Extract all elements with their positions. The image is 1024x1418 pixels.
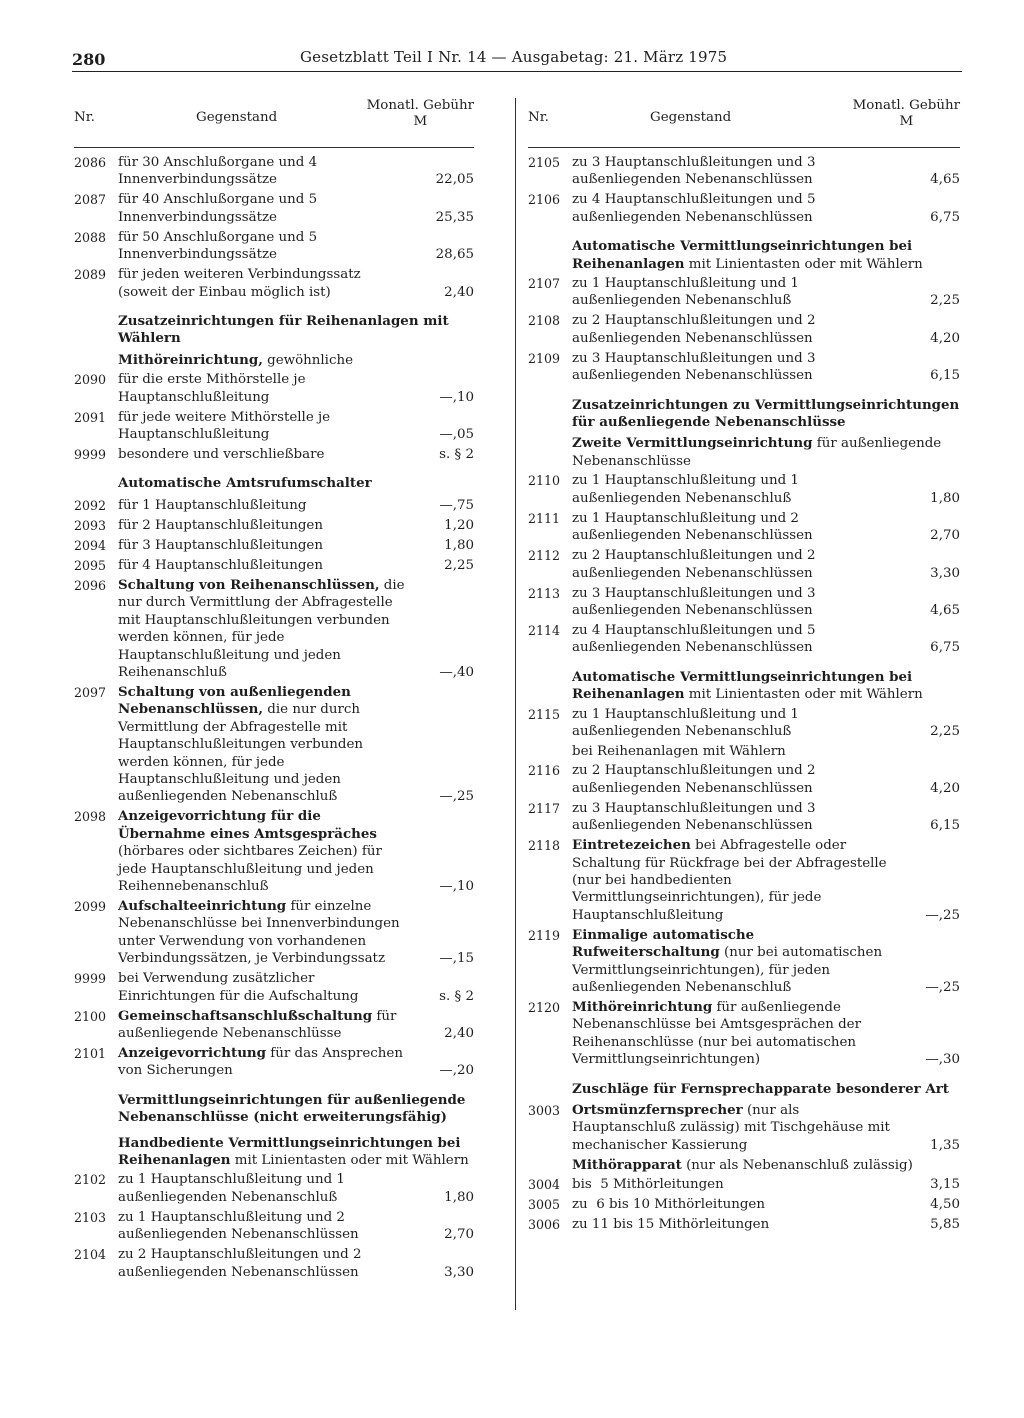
tariff-row: [74, 808, 474, 895]
item-fee: 2,25: [930, 293, 960, 309]
item-text: zu 1 Hauptanschlußleitung und 2 außenliegenden Nebenanschlüssen: [572, 510, 813, 544]
item-text-rest: für außenliegende Nebenanschlüsse: [118, 1008, 397, 1041]
item-text: zu 1 Hauptanschlußleitung und 1 außenliegenden Nebenanschluß: [572, 473, 799, 506]
tariff-row: [74, 229, 474, 264]
subsection-heading: [118, 352, 474, 369]
header-rule: [72, 71, 962, 72]
item-text: zu 6 bis 10 Mithörleitungen: [572, 1197, 765, 1213]
item-number: 2098: [74, 809, 107, 825]
item-fee: 4,65: [930, 172, 960, 188]
item-fee: 6,75: [930, 209, 960, 225]
table-header: [528, 98, 960, 154]
item-number: 2099: [74, 898, 107, 914]
item-number: 2116: [528, 763, 561, 779]
item-number: 2086: [74, 155, 107, 170]
header-gebuehr-label: Monatl. Gebühr: [366, 98, 474, 113]
subsection-bold: Zweite Vermittlungseinrichtung: [572, 435, 813, 452]
item-fee: 4,20: [930, 330, 960, 346]
running-title: Gesetzblatt Teil I Nr. 14 — Ausgabetag: 21. März 1975: [300, 48, 728, 66]
item-fee: —,20: [439, 1063, 474, 1079]
item-fee: 1,80: [444, 537, 474, 553]
item-number: 2097: [74, 684, 107, 700]
tariff-row: [74, 191, 474, 226]
item-number: 3006: [528, 1217, 561, 1233]
tariff-row: [528, 312, 960, 347]
right-column: [528, 98, 960, 1236]
tariff-row: [528, 762, 960, 797]
item-text-bold: Einmalige automatische Rufweiterschaltung: [572, 926, 755, 961]
item-number: 9999: [74, 447, 107, 463]
item-text: [572, 927, 904, 997]
item-fee: 6,15: [930, 818, 960, 834]
section-heading: Zusatzeinrichtungen zu Vermittlungseinrichtungen für außenliegende Nebenanschlüsse: [572, 396, 960, 431]
subsection-heading: [118, 1135, 474, 1170]
item-text: für jeden weiteren Verbindungssatz (soweit der Einbau möglich ist): [118, 267, 361, 300]
item-text-bold: Gemeinschaftsanschlußschaltung: [118, 1007, 373, 1024]
item-text: zu 2 Hauptanschlußleitungen und 2 außenliegenden Nebenanschlüssen: [572, 763, 816, 796]
item-text-rest: (nur als Hauptanschluß zulässig) mit Tischgehäuse mit mechanischer Kassierung: [572, 1103, 890, 1153]
item-fee: —,15: [439, 951, 474, 967]
item-text: [118, 684, 418, 806]
item-text: für 1 Hauptanschlußleitung: [118, 497, 307, 513]
tariff-row: [528, 1102, 960, 1154]
item-number: 2111: [528, 510, 561, 526]
page-number: 280: [72, 50, 106, 69]
item-text-rest: für einzelne Nebenanschlüsse bei Innenverbindungen unter Verwendung von vorhandenen Verbindungssätzen, je Verbindungssatz: [118, 898, 400, 967]
item-text: für 4 Hauptanschlußleitungen: [118, 557, 323, 573]
tariff-row: [528, 350, 960, 385]
item-number: 2100: [74, 1008, 107, 1024]
tariff-row: [74, 577, 474, 681]
item-fee: 6,75: [930, 640, 960, 656]
tariff-row: [74, 517, 474, 534]
item-fee: —,25: [439, 789, 474, 805]
item-fee: 3,30: [444, 1264, 474, 1280]
tariff-row: [74, 537, 474, 554]
item-text-bold: Eintretezeichen: [572, 837, 691, 854]
subsection-rest: mit Linientasten oder mit Wählern: [230, 1153, 469, 1169]
item-number: 2109: [528, 350, 561, 366]
header-gebuehr: [367, 98, 474, 130]
item-text: für 3 Hauptanschlußleitungen: [118, 537, 323, 553]
tariff-row: [528, 585, 960, 620]
header-gebuehr: [853, 98, 960, 130]
item-fee: 3,15: [930, 1177, 960, 1193]
item-text: zu 1 Hauptanschlußleitung und 1 außenliegenden Nebenanschluß: [118, 1172, 345, 1205]
item-text-bold: Mithöreinrichtung: [572, 999, 713, 1015]
tariff-row: [74, 557, 474, 574]
item-number: 2104: [74, 1247, 107, 1263]
item-fee: 2,25: [444, 557, 474, 573]
subsection-heading: [572, 1157, 960, 1174]
item-number: 2105: [528, 155, 561, 170]
item-text-bold: Anzeigevorrichtung: [118, 1045, 267, 1061]
item-number: 2093: [74, 517, 107, 533]
item-number: 2090: [74, 372, 107, 388]
item-number: 3005: [528, 1197, 561, 1213]
section-heading: Automatische Amtsrufumschalter: [118, 475, 372, 492]
tariff-row: [528, 927, 960, 997]
item-number: 2113: [528, 585, 561, 601]
item-number: 2119: [528, 927, 561, 943]
item-number: 2096: [74, 577, 107, 593]
tariff-row: [74, 1171, 474, 1206]
item-number: 3004: [528, 1177, 561, 1193]
item-number: 2110: [528, 473, 561, 489]
item-fee: 2,25: [930, 723, 960, 739]
item-text-rest: (hörbares oder sichtbares Zeichen) für jede Hauptanschlußleitung und jeden Reihennebenanschluß: [118, 844, 382, 894]
item-text: besondere und verschließbare: [118, 447, 325, 463]
item-text: zu 3 Hauptanschlußleitungen und 3 außenliegenden Nebenanschlüssen: [572, 585, 816, 618]
item-text-bold: Aufschalteeinrichtung: [118, 897, 287, 914]
tariff-row: [528, 1216, 960, 1233]
item-text: zu 2 Hauptanschlußleitungen und 2 außenliegenden Nebenanschlüssen: [572, 548, 816, 581]
subsection-rest: mit Linientasten oder mit Wählern: [684, 687, 923, 703]
tariff-row: [74, 684, 474, 806]
item-fee: 1,80: [930, 490, 960, 506]
item-text: zu 3 Hauptanschlußleitungen und 3 außenliegenden Nebenanschlüssen: [572, 155, 816, 188]
item-text: [118, 1008, 418, 1043]
item-fee: 1,80: [444, 1189, 474, 1205]
item-number: 2103: [74, 1209, 107, 1225]
section-heading: Vermittlungseinrichtungen für außenliegende Nebenanschlüsse (nicht erweiterungsfähig): [118, 1091, 466, 1126]
left-column: [74, 98, 474, 1284]
item-fee: 22,05: [435, 172, 474, 188]
tariff-row: [528, 547, 960, 582]
item-fee: 2,40: [444, 1026, 474, 1041]
item-fee: —,10: [439, 878, 474, 894]
header-gebuehr-unit: M: [413, 114, 428, 129]
item-text-bold: Anzeigevorrichtung für die Übernahme eines Amtsgespräches: [118, 808, 377, 842]
tariff-row: [528, 706, 960, 741]
item-text: für jede weitere Mithörstelle je Hauptanschlußleitung: [118, 409, 331, 443]
item-fee: 2,70: [930, 528, 960, 544]
item-number: 2088: [74, 229, 107, 245]
tariff-row: [528, 1196, 960, 1213]
item-fee: 28,65: [435, 247, 474, 263]
item-fee: 5,85: [930, 1217, 960, 1233]
item-fee: —,10: [439, 389, 474, 405]
item-fee: 1,20: [444, 517, 474, 533]
item-fee: 4,65: [930, 602, 960, 618]
tariff-row: [528, 191, 960, 226]
item-text-bold: Schaltung von Reihenanschlüssen,: [118, 576, 380, 593]
item-fee: —,05: [439, 427, 474, 443]
subsection-rest: gewöhnliche: [262, 352, 354, 368]
item-text: zu 4 Hauptanschlußleitungen und 5 außenliegenden Nebenanschlüssen: [572, 192, 816, 225]
item-text: [572, 1102, 904, 1154]
item-text: [572, 837, 904, 924]
tariff-row: [74, 266, 474, 301]
tariff-row: [528, 837, 960, 924]
item-number: 2089: [74, 267, 107, 283]
item-text: zu 2 Hauptanschlußleitungen und 2 außenliegenden Nebenanschlüssen: [572, 313, 816, 346]
tariff-row: [74, 1246, 474, 1281]
item-fee: —,40: [439, 664, 474, 680]
item-text: [118, 577, 418, 681]
item-text: [118, 1045, 418, 1080]
item-fee: 2,70: [444, 1227, 474, 1243]
item-fee: s. § 2: [439, 447, 474, 463]
item-text: bis 5 Mithörleitungen: [572, 1177, 724, 1193]
header-rule: [528, 147, 960, 148]
column-divider: [515, 98, 516, 1310]
item-text: zu 11 bis 15 Mithörleitungen: [572, 1217, 770, 1233]
item-number: 2115: [528, 706, 561, 722]
item-number: 2107: [528, 276, 561, 292]
tariff-row: [74, 970, 474, 1005]
item-fee: —,30: [925, 1052, 960, 1068]
item-text: [118, 898, 418, 968]
item-fee: 4,50: [930, 1197, 960, 1213]
item-text: zu 2 Hauptanschlußleitungen und 2 außenliegenden Nebenanschlüssen: [118, 1247, 362, 1280]
subsection-bold: Mithörapparat: [572, 1156, 682, 1173]
item-text: für 30 Anschlußorgane und 4 Innenverbindungssätze: [118, 155, 318, 188]
subsection-rest: (nur als Nebenanschluß zulässig): [681, 1157, 913, 1173]
tariff-row: [74, 446, 474, 463]
header-nr: Nr.: [528, 110, 549, 125]
item-fee: 3,30: [930, 565, 960, 581]
tariff-row: [74, 497, 474, 514]
item-number: 9999: [74, 971, 107, 987]
tariff-row: [74, 1209, 474, 1244]
item-number: 2094: [74, 537, 107, 553]
item-text: zu 4 Hauptanschlußleitungen und 5 außenliegenden Nebenanschlüssen: [572, 622, 816, 656]
subsection-rest: mit Linientasten oder mit Wählern: [684, 256, 923, 272]
item-text: [572, 999, 904, 1069]
item-fee: 6,15: [930, 368, 960, 384]
item-text-rest: bei Abfragestelle oder Schaltung für Rückfrage bei der Abfragestelle (nur bei handbedienten Vermittlungseinrichtungen), für jede Hauptanschlußleitung: [572, 838, 887, 923]
tariff-row: [74, 371, 474, 406]
item-text: zu 1 Hauptanschlußleitung und 1 außenliegenden Nebenanschluß: [572, 706, 799, 739]
subsection-heading: [572, 435, 960, 470]
item-number: 2112: [528, 548, 561, 564]
header-nr: Nr.: [74, 110, 95, 125]
item-number: 2095: [74, 557, 107, 573]
tariff-row: [528, 154, 960, 189]
tariff-row: [74, 154, 474, 189]
item-text-rest: die nur durch Vermittlung der Abfragestelle mit Hauptanschlußleitungen verbunden werden können, für jede Hauptanschlußleitung und jeden außenliegenden Nebenanschluß: [118, 702, 364, 805]
item-fee: 4,20: [930, 780, 960, 796]
header-rule: [74, 147, 474, 148]
item-text-rest: für außenliegende Nebenanschlüsse bei Amtsgesprächen der Reihenanschlüsse (nur bei automatischen Vermittlungseinrichtungen): [572, 1000, 862, 1068]
item-number: 2102: [74, 1172, 107, 1188]
header-gegenstand: Gegenstand: [196, 110, 278, 125]
item-text: [118, 808, 418, 895]
item-number: 3003: [528, 1103, 561, 1119]
header-gebuehr-unit: M: [899, 114, 914, 129]
item-fee: —,25: [925, 980, 960, 995]
tariff-row: [74, 898, 474, 968]
item-text: für 2 Hauptanschlußleitungen: [118, 517, 323, 533]
subsection-bold: Mithöreinrichtung,: [118, 351, 263, 368]
item-text-rest: (nur bei automatischen Vermittlungseinrichtungen), für jeden außenliegenden Nebenanschluß: [572, 945, 883, 995]
item-number: 2120: [528, 1000, 561, 1015]
header-gegenstand: Gegenstand: [650, 110, 732, 125]
item-text: zu 3 Hauptanschlußleitungen und 3 außenliegenden Nebenanschlüssen: [572, 350, 816, 384]
subsection-bold: Automatische Vermittlungseinrichtungen bei Reihenanlagen: [572, 238, 913, 272]
tariff-row: [528, 800, 960, 835]
item-fee: —,25: [925, 907, 960, 923]
item-number: 2117: [528, 800, 561, 816]
tariff-row: [74, 1045, 474, 1080]
item-text: für die erste Mithörstelle je Hauptanschlußleitung: [118, 372, 306, 405]
item-fee: s. § 2: [439, 988, 474, 1004]
tariff-row: [528, 275, 960, 310]
item-number: 2087: [74, 192, 107, 208]
subsection-heading: [572, 238, 960, 273]
tariff-row: [74, 1008, 474, 1043]
table-header: [74, 98, 474, 154]
item-text: für 40 Anschlußorgane und 5 Innenverbindungssätze: [118, 192, 318, 225]
item-text: zu 1 Hauptanschlußleitung und 1 außenliegenden Nebenanschluß: [572, 276, 799, 309]
item-number: 2091: [74, 409, 107, 425]
item-number: 2101: [74, 1046, 107, 1061]
item-number: 2092: [74, 497, 107, 513]
item-text: für 50 Anschlußorgane und 5 Innenverbindungssätze: [118, 229, 318, 263]
header-gebuehr-label: Monatl. Gebühr: [852, 98, 960, 113]
item-fee: 2,40: [444, 284, 474, 300]
item-text: bei Verwendung zusätzlicher Einrichtungen für die Aufschaltung: [118, 971, 359, 1004]
subsection-rest: für außenliegende Nebenanschlüsse: [572, 436, 942, 469]
item-text-rest: für das Ansprechen von Sicherungen: [118, 1046, 403, 1079]
item-number: 2108: [528, 313, 561, 329]
tariff-row: [528, 472, 960, 507]
item-fee: —,75: [439, 497, 474, 513]
item-text: zu 3 Hauptanschlußleitungen und 3 außenliegenden Nebenanschlüssen: [572, 800, 816, 834]
subsection-bold: Automatische Vermittlungseinrichtungen bei Reihenanlagen: [572, 668, 913, 703]
item-fee: 25,35: [435, 209, 474, 225]
tariff-row: [528, 622, 960, 657]
item-text-rest: die nur durch Vermittlung der Abfragestelle mit Hauptanschlußleitungen verbunden werden können, für jede Hauptanschlußleitung und jeden Reihenanschluß: [118, 577, 405, 680]
tariff-row: [528, 999, 960, 1069]
subsection-bold: Handbediente Vermittlungseinrichtungen bei Reihenanlagen: [118, 1134, 461, 1169]
item-text: zu 1 Hauptanschlußleitung und 2 außenliegenden Nebenanschlüssen: [118, 1209, 359, 1243]
subsection-heading: [572, 669, 960, 704]
item-text-bold: Ortsmünzfernsprecher: [572, 1102, 743, 1119]
section-heading: Zuschläge für Fernsprechapparate besonderer Art: [572, 1080, 949, 1097]
item-fee: 1,35: [930, 1137, 960, 1153]
item-number: 2106: [528, 192, 561, 208]
tariff-row: [528, 510, 960, 545]
item-number: 2118: [528, 838, 561, 854]
tariff-row: [528, 1176, 960, 1193]
item-text-bold: Schaltung von außenliegenden Nebenanschlüssen,: [118, 683, 351, 718]
item-number: 2114: [528, 622, 561, 638]
section-heading: Zusatzeinrichtungen für Reihenanlagen mit Wählern: [118, 313, 449, 347]
subsection-heading: bei Reihenanlagen mit Wählern: [572, 743, 786, 759]
tariff-row: [74, 409, 474, 444]
